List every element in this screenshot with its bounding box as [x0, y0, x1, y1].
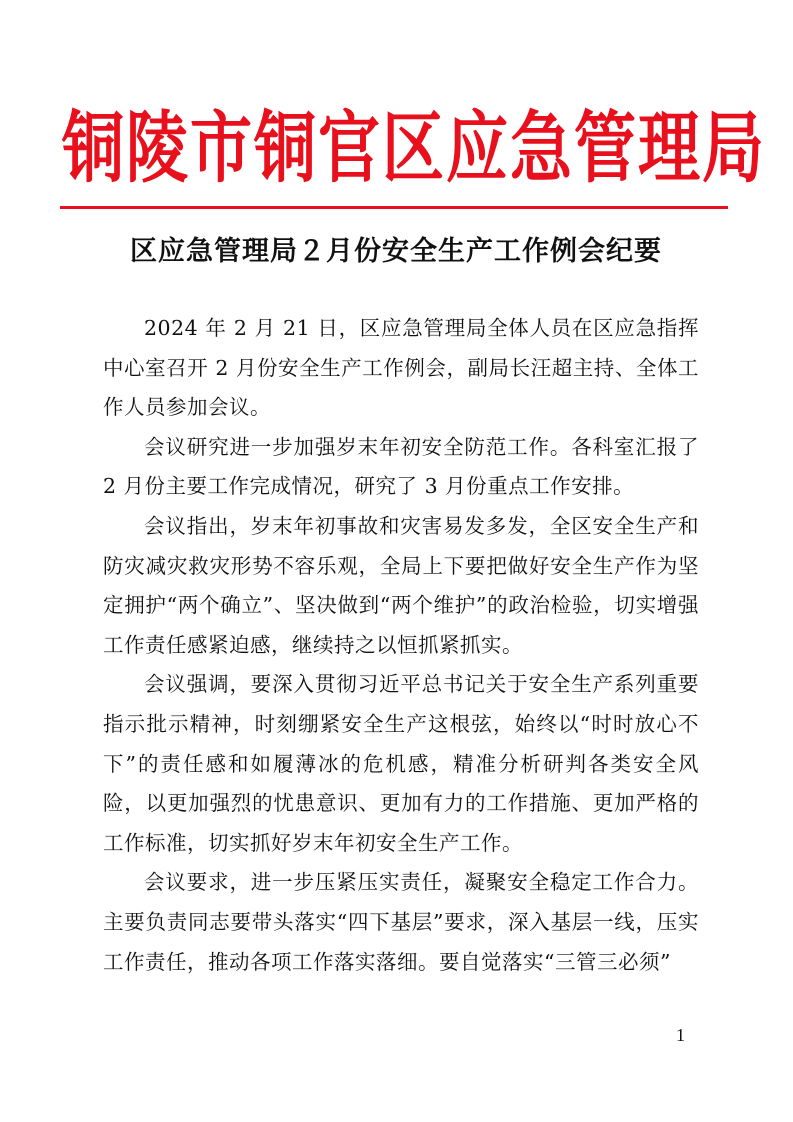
document-body — [103, 309, 699, 982]
body-paragraph: 会议指出，岁末年初事故和灾害易发多发，全区安全生产和防灾减灾救灾形势不容乐观，全局上下要把做好安全生产作为坚定拥护“两个确立”、坚决做到“两个维护”的政治检验，切实增强工作责任感紧迫感，继续持之以恒抓紧抓实。 — [103, 513, 699, 657]
body-paragraph: 会议研究进一步加强岁末年初安全防范工作。各科室汇报了 2 月份主要工作完成情况，研究了 3 月份重点工作安排。 — [103, 434, 699, 499]
body-paragraph: 会议要求，进一步压紧压实责任，凝聚安全稳定工作合力。主要负责同志要带头落实“四下基层”要求，深入基层一线，压实工作责任，推动各项工作落实落细。要自觉落实“三管三必须” — [103, 870, 699, 974]
body-paragraph: 会议强调，要深入贯彻习近平总书记关于安全生产系列重要指示批示精神，时刻绷紧安全生产这根弦，始终以“时时放心不下”的责任感和如履薄冰的危机感，精准分析研判各类安全风险，以更加强烈的忧患意识、更加有力的工作措施、更加严格的工作标准，切实抓好岁末年初安全生产工作。 — [103, 672, 699, 855]
page-number: 1 — [676, 1025, 685, 1045]
red-header-rule — [60, 206, 728, 209]
document-title: 区应急管理局２月份安全生产工作例会纪要 — [130, 236, 662, 267]
organization-header-title: 铜陵市铜官区应急管理局 — [62, 101, 767, 194]
body-paragraph: 2024 年 2 月 21 日，区应急管理局全体人员在区应急指挥中心室召开 2 月份安全生产工作例会，副局长汪超主持、全体工作人员参加会议。 — [103, 316, 699, 420]
